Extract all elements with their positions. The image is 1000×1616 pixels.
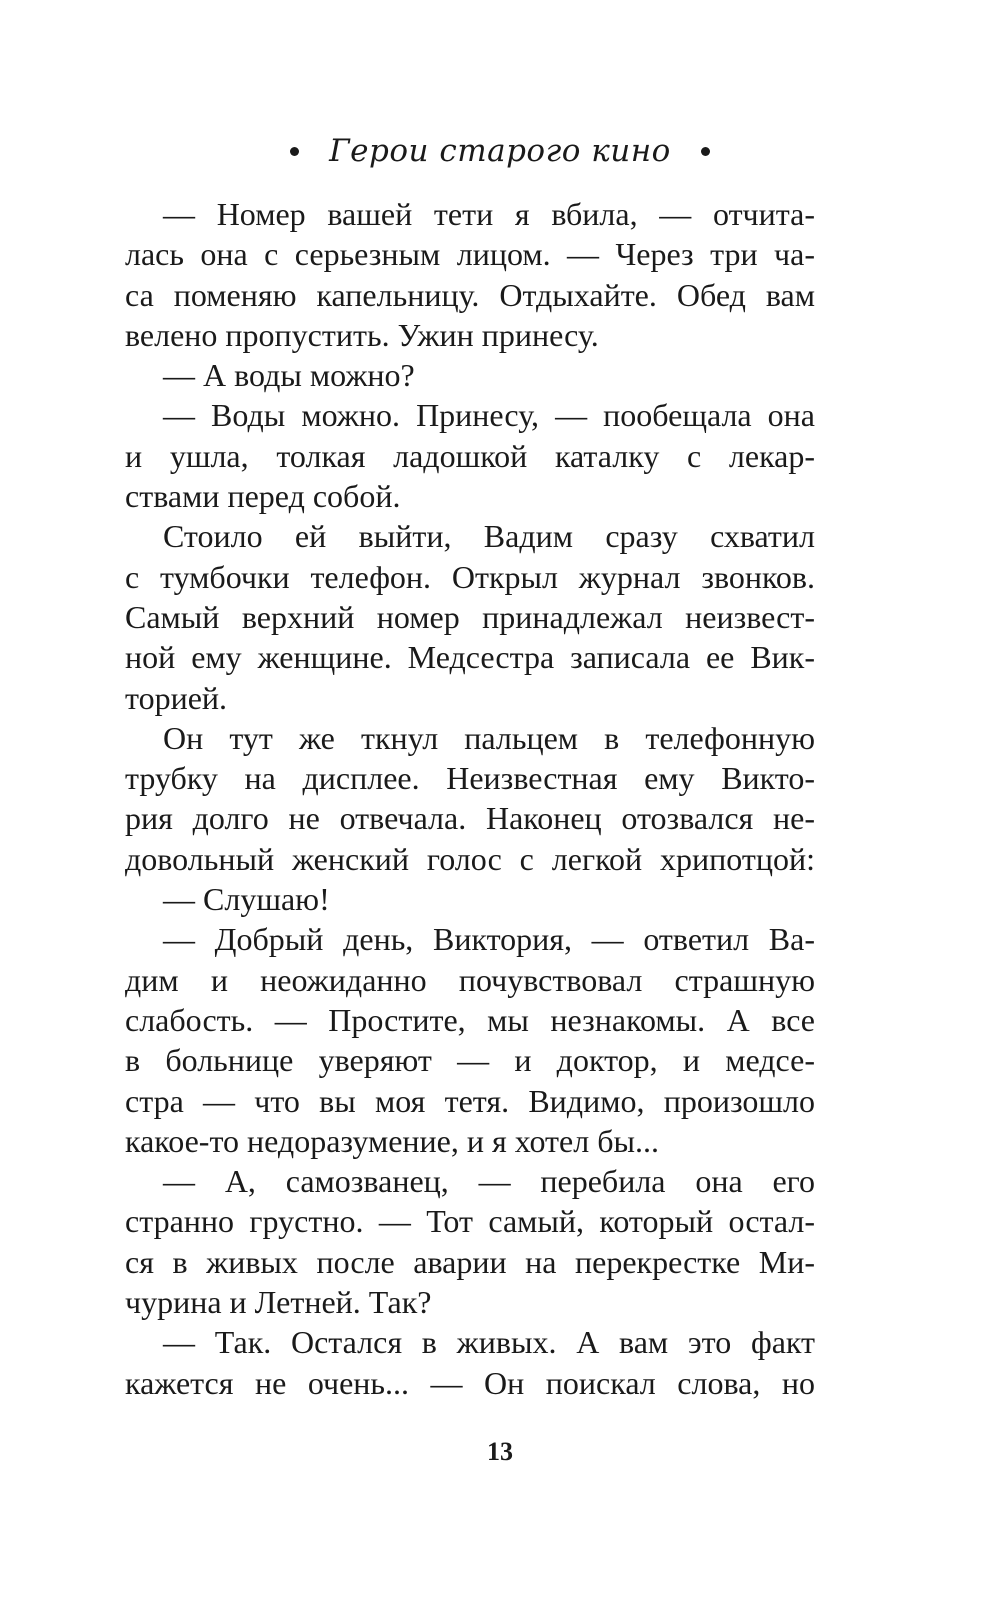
text-line: странно грустно. — Тот самый, который остал- (125, 1203, 815, 1240)
text-line: и ушла, толкая ладошкой каталку с лекар- (125, 437, 815, 474)
bullet-right-icon (701, 147, 710, 156)
text-line: лась она с серьезным лицом. — Через три ча- (125, 236, 815, 273)
text-line: довольный женский голос с легкой хрипотцой: (125, 840, 815, 877)
text-line: — А воды можно? (163, 357, 415, 394)
text-line: — Слушаю! (163, 881, 330, 918)
bullet-left-icon (290, 147, 299, 156)
text-line: — Воды можно. Принесу, — пообещала она (163, 397, 815, 434)
text-line: трубку на дисплее. Неизвестная ему Викто- (125, 760, 815, 797)
text-line: с тумбочки телефон. Открыл журнал звонков. (125, 558, 815, 595)
text-line: рия долго не отвечала. Наконец отозвался не- (125, 800, 815, 837)
text-line: Самый верхний номер принадлежал неизвест- (125, 598, 815, 635)
text-line: стра — что вы моя тетя. Видимо, произошло (125, 1082, 815, 1119)
running-head (0, 126, 1000, 176)
text-line: ной ему женщине. Медсестра записала ее Вик- (125, 639, 815, 676)
text-line: Он тут же ткнул пальцем в телефонную (163, 719, 815, 756)
text-line: — Номер вашей тети я вбила, — отчита- (163, 196, 815, 232)
text-line: — А, самозванец, — перебила она его (163, 1163, 815, 1200)
running-head-title: Герои старого кино (329, 133, 671, 169)
text-line: ствами перед собой. (125, 478, 401, 515)
text-line: ся в живых после аварии на перекрестке Ми- (125, 1243, 815, 1280)
text-line: Стоило ей выйти, Вадим сразу схватил (163, 518, 815, 555)
text-line: — Так. Остался в живых. А вам это факт (163, 1324, 815, 1361)
text-line: торией. (125, 679, 228, 716)
text-line: чурина и Летней. Так? (125, 1284, 432, 1321)
text-line: слабость. — Простите, мы незнакомы. А все (125, 1001, 815, 1038)
text-line: в больнице уверяют — и доктор, и медсе- (125, 1042, 815, 1079)
text-line: — Добрый день, Виктория, — ответил Ва- (163, 921, 815, 958)
text-line: какое-то недоразумение, и я хотел бы... (125, 1122, 659, 1159)
text-line: дим и неожиданно почувствовал страшную (125, 961, 815, 998)
page-number: 13 (487, 1437, 513, 1466)
text-line: кажется не очень... — Он поискал слова, но (125, 1364, 815, 1401)
text-line: са поменяю капельницу. Отдыхайте. Обед вам (125, 276, 815, 313)
body-text (125, 194, 815, 1403)
text-line: велено пропустить. Ужин принесу. (125, 316, 599, 353)
